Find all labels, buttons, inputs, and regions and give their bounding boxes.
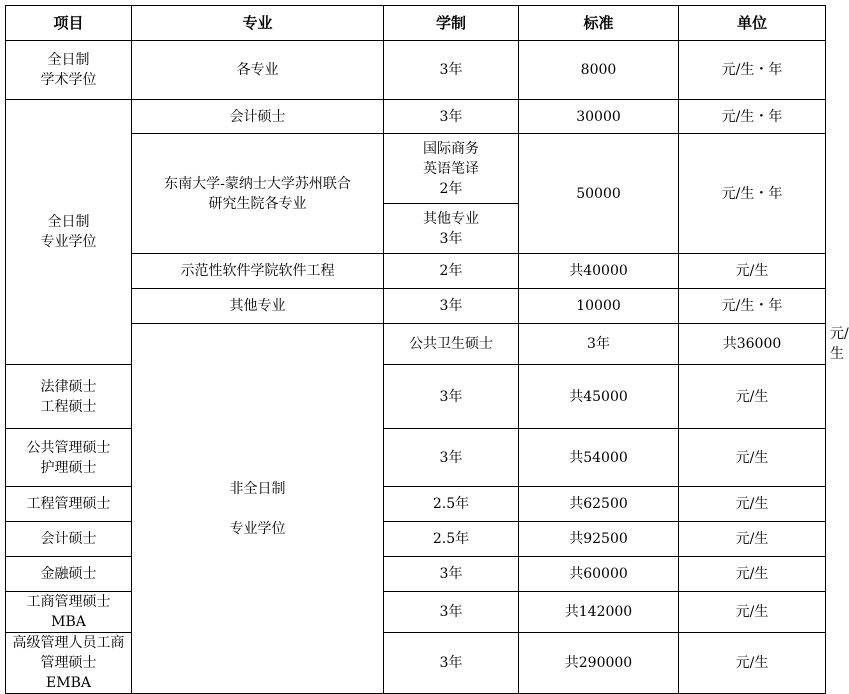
unit-cell: 元/生・年 (679, 41, 826, 100)
unit-cell: 元/生 (679, 429, 826, 487)
major-cell: 示范性软件学院软件工程 (132, 254, 384, 289)
major-cell: 各专业 (132, 41, 384, 100)
unit-cell: 元/生 (679, 365, 826, 429)
standard-cell: 30000 (519, 100, 679, 134)
header-major: 专业 (132, 6, 384, 41)
standard-cell: 共45000 (519, 365, 679, 429)
duration-cell: 3年 (384, 100, 519, 134)
major-cell: 会计硕士 (132, 100, 384, 134)
section-label-fulltime-professional: 全日制 专业学位 (6, 100, 132, 365)
major-cell: 公共管理硕士 护理硕士 (6, 429, 132, 487)
unit-cell: 元/生 (679, 557, 826, 592)
tuition-table (5, 5, 849, 694)
standard-cell: 50000 (519, 134, 679, 254)
duration-cell: 其他专业 3年 (384, 204, 519, 254)
table-row (6, 557, 826, 592)
table-row (6, 365, 826, 429)
duration-cell: 3年 (384, 592, 519, 633)
header-duration: 学制 (384, 6, 519, 41)
header-project: 项目 (6, 6, 132, 41)
unit-cell: 元/生・年 (679, 134, 826, 254)
major-cell: 工程管理硕士 (6, 487, 132, 522)
major-cell: 东南大学-蒙纳士大学苏州联合 研究生院各专业 (132, 134, 384, 254)
duration-cell: 3年 (384, 365, 519, 429)
table-row (6, 633, 826, 694)
unit-cell: 元/生・年 (679, 100, 826, 134)
table-row (6, 100, 826, 134)
header-unit: 单位 (679, 6, 826, 41)
major-cell: 高级管理人员工商管理硕士 EMBA (6, 633, 132, 694)
table-row (6, 522, 826, 557)
duration-cell: 国际商务 英语笔译 2年 (384, 134, 519, 204)
standard-cell: 共290000 (519, 633, 679, 694)
table-row (6, 592, 826, 633)
major-cell: 会计硕士 (6, 522, 132, 557)
header-row (6, 6, 826, 41)
unit-cell: 元/生 (679, 633, 826, 694)
header-standard: 标准 (519, 6, 679, 41)
major-cell: 工商管理硕士MBA (6, 592, 132, 633)
standard-cell: 共36000 (679, 324, 826, 365)
unit-cell: 元/生 (679, 522, 826, 557)
standard-cell: 共142000 (519, 592, 679, 633)
duration-cell: 3年 (384, 429, 519, 487)
table-row: 非全日制 专业学位 公共卫生硕士 3年 共36000 元/生 (6, 324, 826, 365)
standard-cell: 共40000 (519, 254, 679, 289)
section-label-parttime-professional: 非全日制 专业学位 (132, 324, 384, 694)
duration-cell: 2.5年 (384, 487, 519, 522)
major-cell: 其他专业 (132, 289, 384, 324)
duration-cell: 3年 (384, 633, 519, 694)
table-row (6, 41, 826, 100)
standard-cell: 共60000 (519, 557, 679, 592)
standard-cell: 共54000 (519, 429, 679, 487)
major-cell: 公共卫生硕士 (384, 324, 519, 365)
major-cell: 法律硕士 工程硕士 (6, 365, 132, 429)
duration-cell: 3年 (384, 289, 519, 324)
section-label-fulltime-academic: 全日制 学术学位 (6, 41, 132, 100)
table-row (6, 429, 826, 487)
standard-cell: 共92500 (519, 522, 679, 557)
unit-cell: 元/生 (679, 592, 826, 633)
unit-cell: 元/生 (679, 487, 826, 522)
unit-cell: 元/生 (679, 254, 826, 289)
table-row (6, 487, 826, 522)
duration-cell: 2年 (384, 254, 519, 289)
unit-cell: 元/生・年 (679, 289, 826, 324)
standard-cell: 共62500 (519, 487, 679, 522)
duration-cell: 3年 (519, 324, 679, 365)
standard-cell: 8000 (519, 41, 679, 100)
major-cell: 金融硕士 (6, 557, 132, 592)
duration-cell: 2.5年 (384, 522, 519, 557)
duration-cell: 3年 (384, 557, 519, 592)
standard-cell: 10000 (519, 289, 679, 324)
duration-cell: 3年 (384, 41, 519, 100)
